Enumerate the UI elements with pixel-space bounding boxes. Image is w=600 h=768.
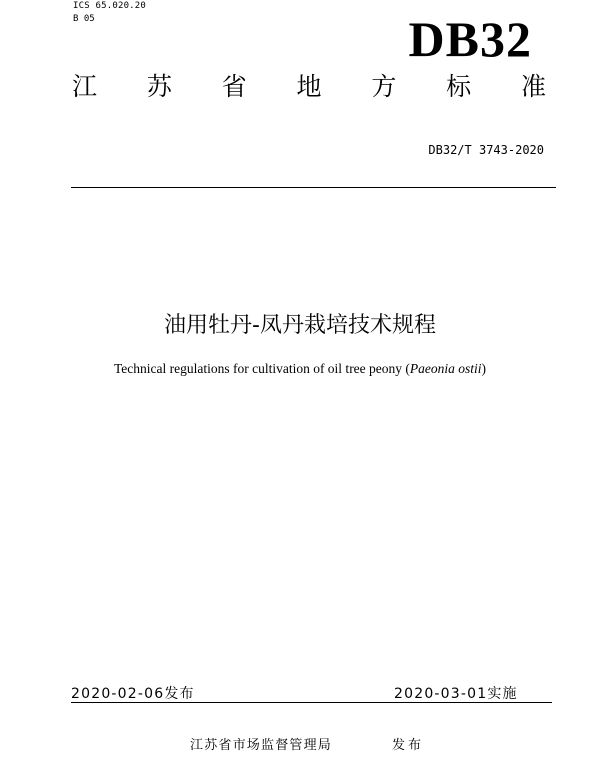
publish-date: 2020-02-06发布 [71, 686, 195, 702]
species-name: Paeonia ostii [409, 361, 482, 376]
issue-label: 发布 [392, 738, 425, 753]
standard-type-char: 标 [446, 72, 472, 101]
header-divider [71, 187, 556, 188]
document-title-english [0, 361, 600, 377]
issuing-authority: 江苏省市场监督管理局 [190, 738, 333, 753]
standard-type-char: 准 [520, 72, 546, 101]
ics-code: ICS 65.020.20 [73, 1, 147, 11]
standard-mark: DB32 [408, 11, 532, 67]
classification-code: B 05 [73, 14, 95, 24]
title-english-text: Technical regulations for cultivation of oil tree peony ( [113, 361, 410, 376]
standard-type-char: 省 [221, 72, 247, 101]
title-english-close: ) [481, 361, 487, 376]
standard-number: DB32/T 3743-2020 [428, 143, 544, 157]
standard-type-char: 地 [296, 72, 322, 101]
document-title-chinese: 油用牡丹-凤丹栽培技术规程 [164, 313, 436, 338]
footer-divider [71, 702, 552, 703]
standard-type-char: 江 [72, 72, 98, 101]
standard-type-heading [72, 72, 546, 102]
standard-type-char: 苏 [146, 72, 172, 101]
implement-date: 2020-03-01实施 [394, 686, 518, 702]
standard-type-char: 方 [371, 72, 397, 101]
